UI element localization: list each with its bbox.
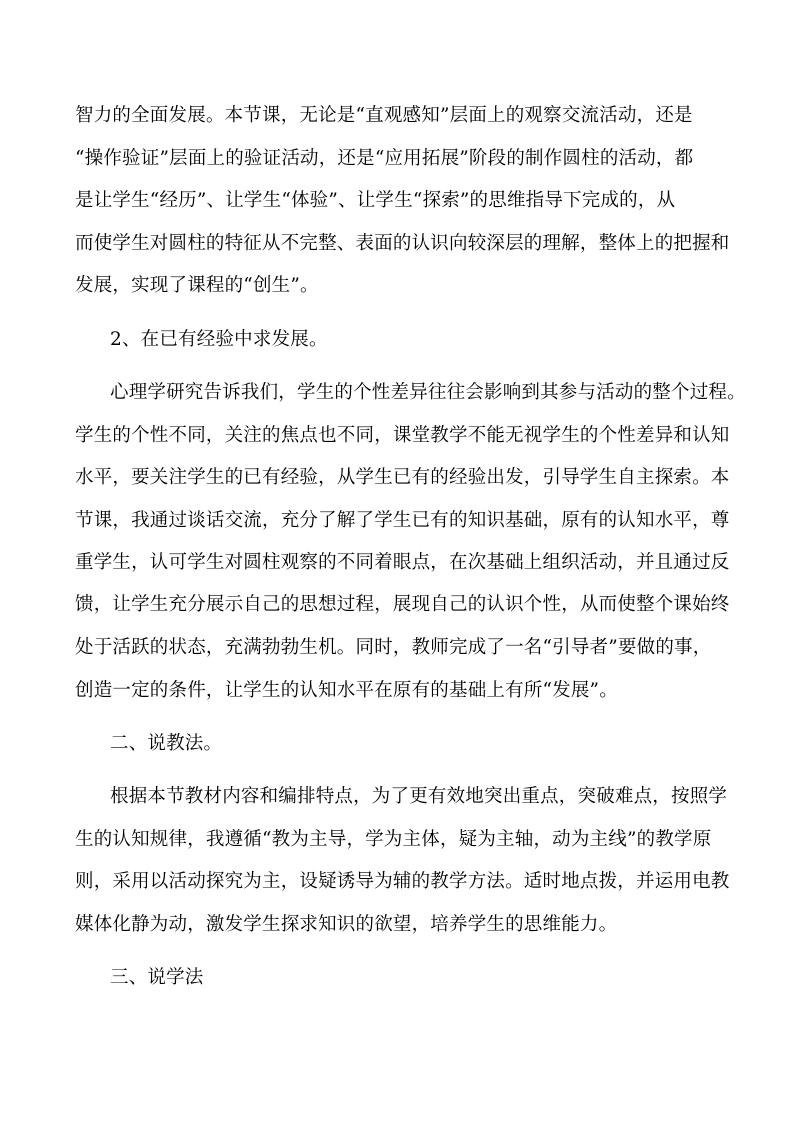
section-heading: 2、在已有经验中求发展。 — [110, 329, 328, 350]
body-text-line: 处于活跃的状态，充满勃勃生机。同时，教师完成了一名“引导者”要做的事， — [75, 637, 712, 658]
body-text-line: 创造一定的条件，让学生的认知水平在原有的基础上有所“发展”。 — [75, 680, 618, 701]
body-text-line: 智力的全面发展。本节课，无论是“直观感知”层面上的观察交流活动，还是 — [75, 105, 693, 126]
section-heading: 三、说学法 — [110, 967, 204, 988]
body-text-line: 是让学生“经历”、让学生“体验”、让学生“探索”的思维指导下完成的，从 — [75, 190, 676, 211]
body-text-line: 馈，让学生充分展示自己的思想过程，展现自己的认识个性，从而使整个课始终 — [75, 594, 730, 615]
body-text-line: 重学生，认可学生对圆柱观察的不同着眼点，在次基础上组织活动，并且通过反 — [75, 552, 730, 573]
body-text-line: 心理学研究告诉我们，学生的个性差异往往会影响到其参与活动的整个过程。 — [110, 382, 746, 403]
body-text-line: 节课，我通过谈话交流，充分了解了学生已有的知识基础，原有的认知水平，尊 — [75, 510, 730, 531]
body-text-line: 发展，实现了课程的“创生”。 — [75, 275, 319, 296]
body-text-line: 而使学生对圆柱的特征从不完整、表面的认识向较深层的理解，整体上的把握和 — [75, 233, 730, 254]
body-text-line: “操作验证”层面上的验证活动，还是“应用拓展”阶段的制作圆柱的活动，都 — [75, 148, 694, 169]
section-heading: 二、说教法。 — [110, 733, 223, 754]
body-text-line: 媒体化静为动，激发学生探求知识的欲望，培养学生的思维能力。 — [75, 914, 618, 935]
body-text-line: 生的认知规律，我遵循“教为主导，学为主体，疑为主轴，动为主线”的教学原 — [75, 829, 712, 850]
body-text-line: 根据本节教材内容和编排特点，为了更有效地突出重点，突破难点，按照学 — [110, 786, 728, 807]
body-text-line: 则，采用以活动探究为主，设疑诱导为辅的教学方法。适时地点拨，并运用电教 — [75, 871, 730, 892]
body-text-line: 学生的个性不同，关注的焦点也不同，课堂教学不能无视学生的个性差异和认知 — [75, 425, 730, 446]
body-text-line: 水平，要关注学生的已有经验，从学生已有的经验出发，引导学生自主探索。本 — [75, 467, 730, 488]
